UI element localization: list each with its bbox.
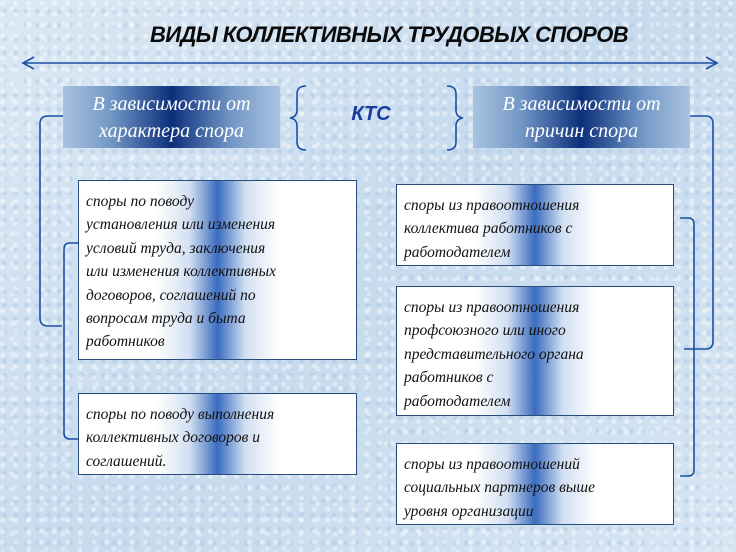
right-item-3-line-2: социальных партнеров выше [404, 479, 595, 497]
right-item-1-line-3: работодателем [404, 243, 511, 261]
left-item-1-line-5: договоров, соглашений по [86, 286, 256, 304]
left-item-1-line-1: споры по поводу [86, 193, 194, 210]
right-item-2-line-5: работодателем [404, 392, 511, 410]
right-item-2-line-4: работников с [404, 369, 494, 387]
right-item-1-line-2: коллектива работников с [404, 220, 573, 238]
left-header [63, 86, 280, 148]
right-outer-bracket [684, 116, 713, 349]
right-item-2-line-3: представительного органа [404, 345, 584, 363]
left-item-1-line-2: установления или изменения [86, 216, 276, 234]
left-item-1 [78, 180, 357, 360]
left-brace [290, 86, 306, 150]
right-header [473, 86, 690, 148]
left-item-2 [78, 393, 357, 475]
left-item-2-line-2: коллективных договоров и [86, 429, 260, 447]
left-inner-bracket [64, 243, 78, 439]
left-item-1-line-3: условий труда, заключения [86, 239, 266, 257]
right-item-3 [396, 443, 674, 525]
right-item-1 [396, 184, 674, 266]
right-item-2 [396, 286, 674, 416]
left-item-2-line-1: споры по поводу выполнения [86, 406, 275, 423]
left-item-1-line-6: вопросам труда и быта [86, 310, 246, 328]
page-title: ВИДЫ КОЛЛЕКТИВНЫХ ТРУДОВЫХ СПОРОВ [150, 22, 628, 47]
right-inner-bracket [680, 218, 694, 476]
left-item-1-line-4: или изменения коллективных [86, 263, 276, 281]
right-item-1-line-1: споры из правоотношения [404, 197, 580, 214]
kts-label: КТС [351, 103, 391, 125]
left-item-2-line-3: соглашений. [86, 452, 167, 470]
right-item-3-line-3: уровня организации [404, 502, 534, 520]
right-item-2-line-1: споры из правоотношения [404, 299, 580, 316]
right-item-3-line-1: споры из правоотношений [404, 456, 580, 473]
left-item-1-line-7: работников [86, 333, 165, 351]
left-outer-bracket [40, 116, 63, 326]
right-header-line-1: В зависимости от [502, 93, 661, 115]
right-item-2-line-2: профсоюзного или иного [404, 322, 566, 340]
left-header-line-1: В зависимости от [92, 93, 251, 115]
left-header-line-2: характера спора [99, 120, 244, 142]
right-header-line-2: причин спора [524, 120, 639, 142]
right-brace [447, 86, 463, 150]
